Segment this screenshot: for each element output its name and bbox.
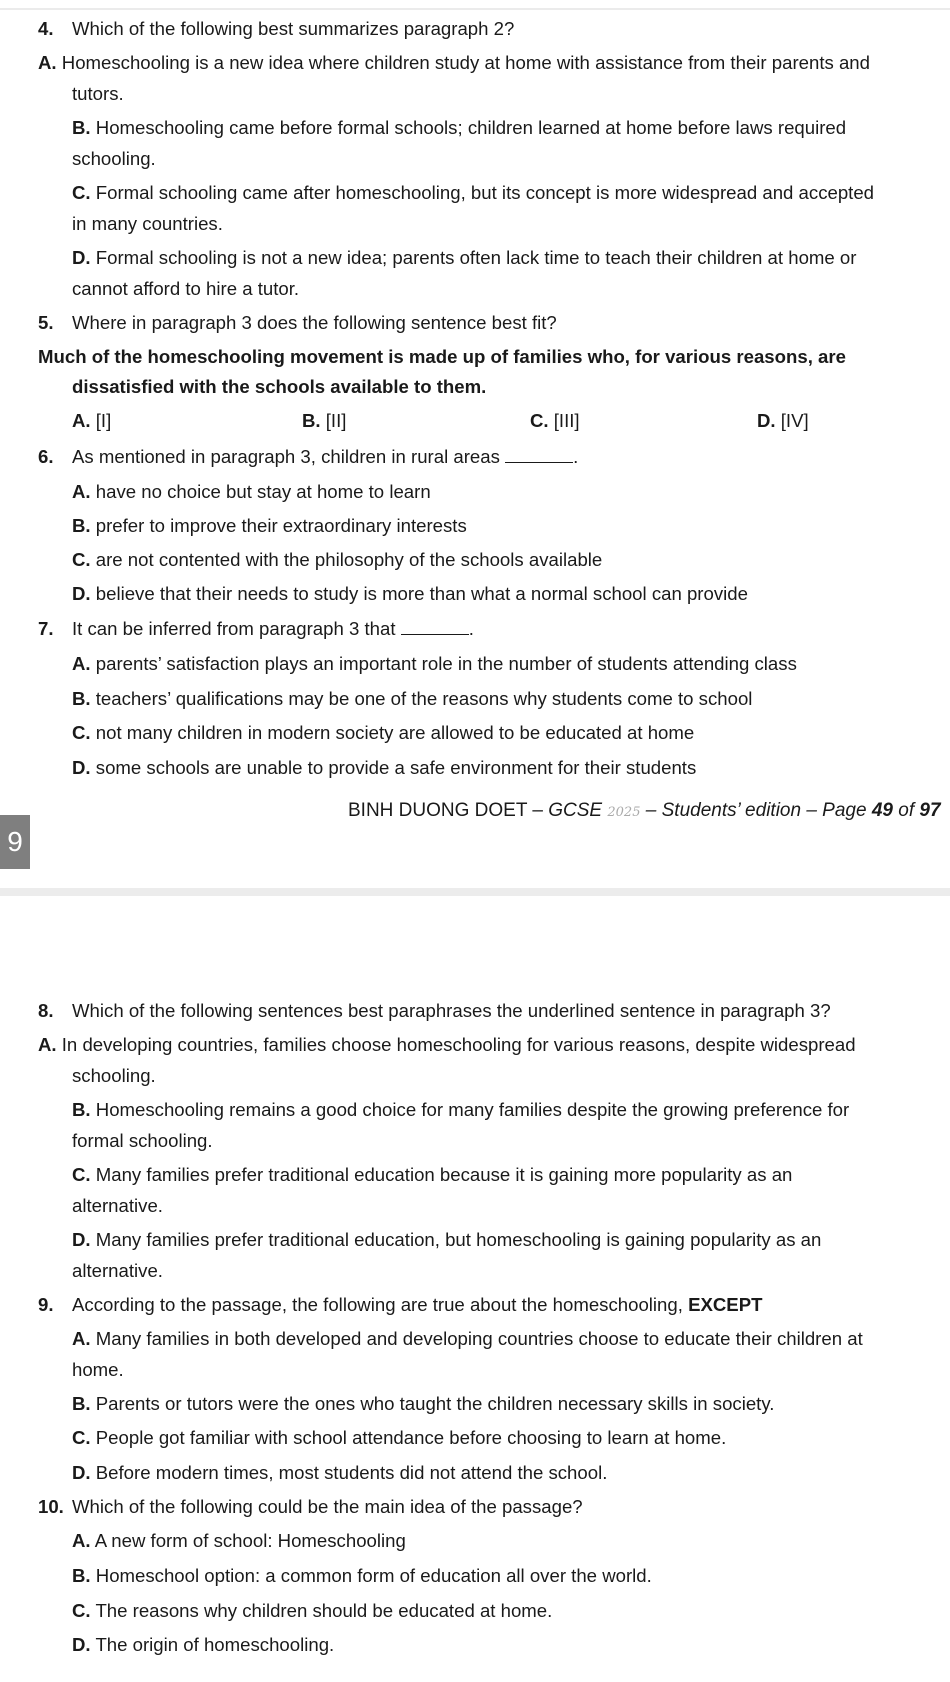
q10-a-text: A new form of school: Homeschooling xyxy=(94,1530,406,1551)
q8-a-text: In developing countries, families choose homeschooling for various reasons, despite widespread xyxy=(61,1034,856,1055)
q10-d-label: D. xyxy=(72,1634,91,1655)
q4-c-text-cont: in many countries. xyxy=(72,213,223,234)
q7-c-label: C. xyxy=(72,722,91,743)
q8-c-label: C. xyxy=(72,1164,91,1185)
q7-option-d xyxy=(72,757,696,779)
q10-number: 10. xyxy=(38,1496,64,1517)
q4-c-text: Formal schooling came after homeschooling, but its concept is more widespread and accepted xyxy=(95,182,875,203)
q8-d-text: Many families prefer traditional education, but homeschooling is gaining popularity as an xyxy=(95,1229,822,1250)
q6-number: 6. xyxy=(38,446,54,467)
q4-question: Which of the following best summarizes paragraph 2? xyxy=(72,18,515,39)
q4-a-text: Homeschooling is a new idea where children study at home with assistance from their parents and xyxy=(61,52,870,73)
q4-d-text-cont: cannot afford to hire a tutor. xyxy=(72,278,300,299)
q9-a-label: A. xyxy=(72,1328,91,1349)
q8-a-text-cont: schooling. xyxy=(72,1065,156,1086)
q4-number: 4. xyxy=(38,18,54,39)
q4-d-text: Formal schooling is not a new idea; parents often lack time to teach their children at home or xyxy=(95,247,857,268)
q7-a-label: A. xyxy=(72,653,91,674)
q8-option-b xyxy=(72,1099,849,1121)
q8-question: Which of the following sentences best paraphrases the underlined sentence in paragraph 3? xyxy=(72,1000,831,1021)
q8-option-c xyxy=(72,1164,792,1186)
q6-a-text: have no choice but stay at home to learn xyxy=(95,481,431,502)
q9-question: According to the passage, the following are true about the homeschooling, xyxy=(72,1294,683,1315)
q9-option-a xyxy=(72,1328,863,1350)
q5-option-c xyxy=(530,410,580,432)
q6-c-label: C. xyxy=(72,549,91,570)
q7-question: It can be inferred from paragraph 3 that xyxy=(72,618,396,639)
q6-option-a xyxy=(72,481,431,503)
q7-number: 7. xyxy=(38,618,54,639)
footer-year: 2025 xyxy=(607,805,641,820)
q7-option-a xyxy=(72,653,797,675)
q6-option-d xyxy=(72,583,748,605)
q8-option-a xyxy=(38,1034,856,1056)
q6-question-line xyxy=(72,446,578,468)
q8-option-d xyxy=(72,1229,821,1251)
q9-a-text-cont: home. xyxy=(72,1359,124,1380)
answer-blank xyxy=(505,448,573,463)
q4-d-label: D. xyxy=(72,247,91,268)
q9-option-d xyxy=(72,1462,607,1484)
q10-option-b xyxy=(72,1565,652,1587)
q9-c-text: People got familiar with school attendance before choosing to learn at home. xyxy=(95,1427,727,1448)
q10-question: Which of the following could be the main idea of the passage? xyxy=(72,1496,583,1517)
q4-c-label: C. xyxy=(72,182,91,203)
q5-sentence: Much of the homeschooling movement is made up of families who, for various reasons, are xyxy=(38,346,846,367)
q9-question-emphasis: EXCEPT xyxy=(688,1294,763,1315)
q10-option-c xyxy=(72,1600,552,1622)
q7-option-b xyxy=(72,688,752,710)
footer-exam: GCSE xyxy=(548,800,603,821)
page-footer xyxy=(348,800,941,823)
q5-d-label: D. xyxy=(757,410,776,431)
q6-b-label: B. xyxy=(72,515,91,536)
q10-a-label: A. xyxy=(72,1530,91,1551)
q9-number: 9. xyxy=(38,1294,54,1315)
q5-b-text: [II] xyxy=(325,410,347,431)
q5-a-label: A. xyxy=(72,410,91,431)
q8-b-text: Homeschooling remains a good choice for many families despite the growing preference for xyxy=(95,1099,850,1120)
q7-option-c xyxy=(72,722,694,744)
q5-option-d xyxy=(757,410,809,432)
q10-c-text: The reasons why children should be educated at home. xyxy=(95,1600,553,1621)
q4-option-c xyxy=(72,182,874,204)
footer-page-number: 49 xyxy=(871,800,893,821)
q8-b-label: B. xyxy=(72,1099,91,1120)
q9-d-text: Before modern times, most students did not attend the school. xyxy=(95,1462,608,1483)
q7-a-text: parents’ satisfaction plays an important role in the number of students attending class xyxy=(95,653,797,674)
q7-b-text: teachers’ qualifications may be one of the reasons why students come to school xyxy=(95,688,753,709)
q6-option-b xyxy=(72,515,467,537)
q4-b-text: Homeschooling came before formal schools; children learned at home before laws required xyxy=(95,117,847,138)
q5-option-a xyxy=(72,410,111,432)
q5-option-b xyxy=(302,410,346,432)
q9-b-text: Parents or tutors were the ones who taught the children necessary skills in society. xyxy=(95,1393,775,1414)
q4-option-b xyxy=(72,117,846,139)
q8-number: 8. xyxy=(38,1000,54,1021)
q6-d-text: believe that their needs to study is more than what a normal school can provide xyxy=(95,583,748,604)
q9-option-c xyxy=(72,1427,726,1449)
q6-b-text: prefer to improve their extraordinary interests xyxy=(95,515,467,536)
page-separator xyxy=(0,888,950,896)
q6-c-text: are not contented with the philosophy of the schools available xyxy=(95,549,603,570)
q6-question: As mentioned in paragraph 3, children in rural areas xyxy=(72,446,500,467)
q10-d-text: The origin of homeschooling. xyxy=(95,1634,335,1655)
footer-total-pages: 97 xyxy=(919,800,941,821)
q8-c-text-cont: alternative. xyxy=(72,1195,163,1216)
q7-d-label: D. xyxy=(72,757,91,778)
q4-b-text-cont: schooling. xyxy=(72,148,156,169)
footer-dash: – xyxy=(532,800,543,821)
q8-d-label: D. xyxy=(72,1229,91,1250)
q10-b-label: B. xyxy=(72,1565,91,1586)
footer-org: BINH DUONG DOET xyxy=(348,800,528,821)
footer-of: of xyxy=(898,800,915,821)
q9-question-line xyxy=(72,1294,762,1316)
q5-sentence-cont: dissatisfied with the schools available to them. xyxy=(72,376,487,397)
q5-c-label: C. xyxy=(530,410,549,431)
q4-a-text-cont: tutors. xyxy=(72,83,124,104)
q10-option-d xyxy=(72,1634,334,1656)
q9-d-label: D. xyxy=(72,1462,91,1483)
top-divider xyxy=(0,8,950,10)
q9-b-label: B. xyxy=(72,1393,91,1414)
answer-blank xyxy=(401,620,469,635)
q5-question: Where in paragraph 3 does the following sentence best fit? xyxy=(72,312,557,333)
q8-d-text-cont: alternative. xyxy=(72,1260,163,1281)
q9-c-label: C. xyxy=(72,1427,91,1448)
q6-d-label: D. xyxy=(72,583,91,604)
q7-d-text: some schools are unable to provide a safe environment for their students xyxy=(95,757,697,778)
q9-option-b xyxy=(72,1393,774,1415)
q10-c-label: C. xyxy=(72,1600,91,1621)
q8-a-label: A. xyxy=(38,1034,57,1055)
q8-c-text: Many families prefer traditional education because it is gaining more popularity as an xyxy=(95,1164,793,1185)
q4-option-d xyxy=(72,247,856,269)
q4-a-label: A. xyxy=(38,52,57,73)
q9-a-text: Many families in both developed and developing countries choose to educate their children at xyxy=(95,1328,863,1349)
q5-b-label: B. xyxy=(302,410,321,431)
q5-a-text: [I] xyxy=(95,410,112,431)
q4-b-label: B. xyxy=(72,117,91,138)
q6-a-label: A. xyxy=(72,481,91,502)
q10-option-a xyxy=(72,1530,406,1552)
q6-question-end: . xyxy=(573,446,579,467)
q5-number: 5. xyxy=(38,312,54,333)
q5-c-text: [III] xyxy=(553,410,580,431)
q5-d-text: [IV] xyxy=(780,410,809,431)
q4-option-a xyxy=(38,52,870,74)
q7-question-end: . xyxy=(468,618,474,639)
page-number-badge: 9 xyxy=(0,815,30,869)
q7-c-text: not many children in modern society are allowed to be educated at home xyxy=(95,722,695,743)
q7-question-line xyxy=(72,618,474,640)
q8-b-text-cont: formal schooling. xyxy=(72,1130,213,1151)
q10-b-text: Homeschool option: a common form of education all over the world. xyxy=(95,1565,652,1586)
footer-edition: – Students’ edition – Page xyxy=(645,800,867,821)
q7-b-label: B. xyxy=(72,688,91,709)
q6-option-c xyxy=(72,549,602,571)
